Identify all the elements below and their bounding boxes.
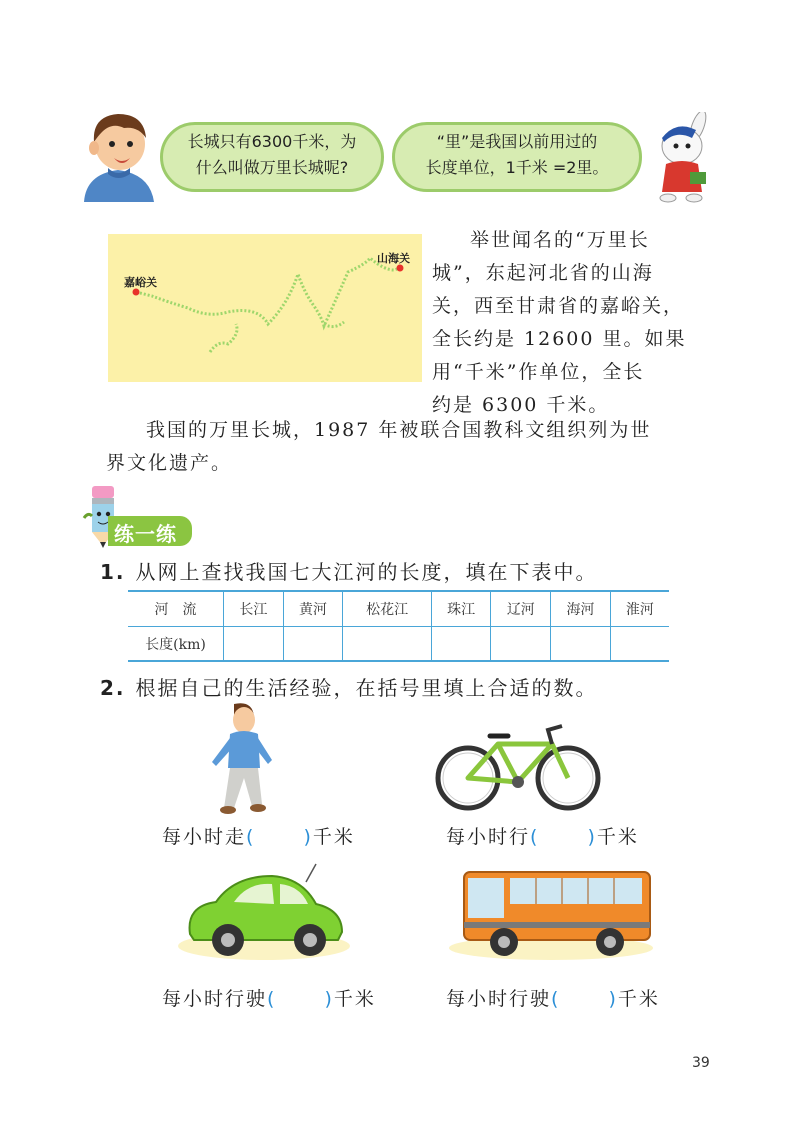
length-input-cell[interactable]	[343, 627, 431, 662]
question-2	[100, 672, 598, 701]
question-2-number: 2.	[100, 676, 126, 700]
boy-bubble-line-2: 什么叫做万里长城呢?	[195, 158, 349, 177]
car-illustration	[176, 862, 352, 962]
practice-label-text: 练一练	[114, 522, 177, 546]
table-header-row	[128, 592, 669, 627]
bicycle-illustration	[432, 718, 604, 814]
bus-caption-prefix: 每小时行驶	[446, 988, 552, 1010]
intro-line: 全长约是 12600 里。如果	[432, 328, 687, 350]
length-input-cell[interactable]	[491, 627, 551, 662]
table-header-label: 河 流	[128, 592, 224, 627]
intro-line: 约是 6300 千米。	[432, 394, 610, 416]
walk-speed-caption	[162, 822, 355, 849]
bicycle-caption-unit: 千米	[596, 826, 639, 848]
walk-open-paren: (	[246, 826, 256, 848]
car-caption-unit: 千米	[333, 988, 376, 1010]
bicycle-speed-caption	[446, 822, 639, 849]
car-speed-caption	[162, 984, 376, 1011]
rabbit-illustration	[646, 112, 722, 204]
boy-bubble-line-1: 长城只有6300千米，为	[187, 132, 357, 151]
river-name-cell: 长江	[224, 592, 284, 627]
car-caption-prefix: 每小时行驶	[162, 988, 268, 1010]
map-label-jiayuguan: 嘉峪关	[124, 276, 157, 289]
great-wall-map	[108, 234, 422, 382]
heritage-paragraph	[106, 414, 706, 480]
intro-line: 举世闻名的“万里长	[470, 229, 650, 251]
intro-line: 用“千米”作单位，全长	[432, 361, 645, 383]
length-input-cell[interactable]	[551, 627, 611, 662]
question-1	[100, 556, 598, 585]
bus-caption-unit: 千米	[617, 988, 660, 1010]
rabbit-speech-bubble	[392, 122, 642, 192]
river-name-cell: 辽河	[491, 592, 551, 627]
heritage-line: 界文化遗产。	[106, 452, 233, 474]
intro-line: 关，西至甘肃省的嘉峪关，	[432, 295, 685, 317]
rabbit-bubble-line-1: “里”是我国以前用过的	[436, 132, 598, 151]
length-input-cell[interactable]	[224, 627, 284, 662]
walking-boy-illustration	[204, 700, 280, 816]
bicycle-caption-prefix: 每小时行	[446, 826, 531, 848]
bicycle-open-paren: (	[530, 826, 540, 848]
length-input-cell[interactable]	[431, 627, 491, 662]
intro-paragraph	[432, 224, 712, 422]
river-name-cell: 珠江	[431, 592, 491, 627]
bus-illustration	[446, 862, 656, 962]
map-label-shanhaiguan: 山海关	[377, 252, 410, 265]
river-name-cell: 海河	[551, 592, 611, 627]
bicycle-close-paren: )	[587, 826, 597, 848]
walk-close-paren: )	[303, 826, 313, 848]
walk-caption-prefix: 每小时走	[162, 826, 247, 848]
car-open-paren: (	[267, 988, 277, 1010]
river-name-cell: 淮河	[610, 592, 669, 627]
page-number: 39	[692, 1055, 710, 1071]
boy-illustration	[78, 108, 160, 202]
walk-caption-unit: 千米	[312, 826, 355, 848]
bus-close-paren: )	[608, 988, 618, 1010]
intro-line: 城”，东起河北省的山海	[432, 262, 654, 284]
table-bottom-border	[128, 660, 669, 662]
question-1-number: 1.	[100, 560, 126, 584]
river-name-cell: 黄河	[283, 592, 343, 627]
question-2-text: 根据自己的生活经验，在括号里填上合适的数。	[135, 676, 598, 700]
table-length-row	[128, 627, 669, 662]
length-input-cell[interactable]	[283, 627, 343, 662]
length-input-cell[interactable]	[610, 627, 669, 662]
river-name-cell: 松花江	[343, 592, 431, 627]
bus-open-paren: (	[551, 988, 561, 1010]
boy-speech-bubble	[160, 122, 384, 192]
rabbit-bubble-line-2: 长度单位，1千米 =2里。	[425, 158, 609, 177]
heritage-line: 我国的万里长城，1987 年被联合国教科文组织列为世	[146, 419, 652, 441]
question-1-text: 从网上查找我国七大江河的长度，填在下表中。	[135, 560, 598, 584]
table-row-label: 长度(km)	[145, 637, 206, 653]
river-length-table	[128, 592, 669, 661]
bus-speed-caption	[446, 984, 660, 1011]
car-close-paren: )	[324, 988, 334, 1010]
